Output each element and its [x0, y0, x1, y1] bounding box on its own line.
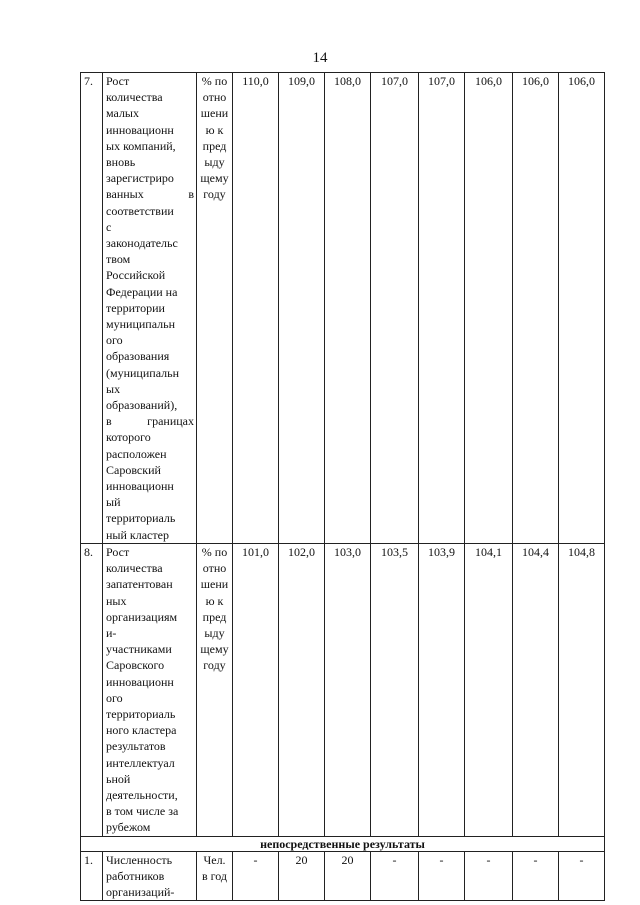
- value-cell: 20: [325, 851, 371, 901]
- cell-line: деятельности,: [106, 787, 178, 802]
- unit-lines: [198, 73, 231, 203]
- unit-line: % по: [201, 544, 228, 559]
- cell-line: образований),: [106, 398, 178, 413]
- cell-line: количества: [106, 561, 163, 576]
- value-cell: 106,0: [559, 73, 605, 544]
- cell-lines: [106, 73, 194, 543]
- cell-line: Российской: [106, 268, 166, 283]
- section-title: непосредственные результаты: [81, 836, 605, 851]
- unit-lines: [198, 852, 231, 884]
- cell-line: территории: [106, 300, 165, 315]
- unit-line: пред: [202, 609, 227, 624]
- value-cell: 101,0: [233, 543, 279, 836]
- cell-line: муниципальн: [106, 317, 176, 332]
- cell-line: в том числе за: [106, 804, 179, 819]
- value-cell: 110,0: [233, 73, 279, 544]
- value-cell: 107,0: [419, 73, 465, 544]
- cell-line: расположен: [106, 446, 167, 461]
- cell-line: ного кластера: [106, 723, 177, 738]
- unit-line: щему: [200, 642, 229, 657]
- unit-line: пред: [202, 138, 227, 153]
- unit-lines: [198, 544, 231, 674]
- cell-line: которого: [106, 430, 151, 445]
- unit-line: шени: [200, 577, 229, 592]
- cell-line: интеллектуал: [106, 755, 175, 770]
- section-row: [81, 836, 605, 851]
- cell-line: ьной: [106, 771, 131, 786]
- unit-line: % по: [201, 74, 228, 88]
- cell-line: [106, 186, 194, 202]
- unit-line: году: [203, 658, 226, 673]
- cell-word: в: [106, 414, 112, 429]
- value-cell: 103,5: [371, 543, 419, 836]
- cell-line: организациям: [106, 609, 178, 624]
- value-cell: -: [419, 851, 465, 901]
- cell-lines: [106, 544, 194, 836]
- cell-line: зарегистриро: [106, 171, 174, 186]
- value-cell: 102,0: [279, 543, 325, 836]
- cell-line: запатентован: [106, 577, 173, 592]
- value-cell: -: [513, 851, 559, 901]
- table-row: [81, 73, 605, 544]
- cell-line: количества: [106, 90, 163, 105]
- value-cell: 106,0: [513, 73, 559, 544]
- unit-line: ю к: [205, 122, 224, 137]
- value-cell: -: [465, 851, 513, 901]
- unit-line: отно: [202, 90, 227, 105]
- cell-line: ых компаний,: [106, 138, 176, 153]
- value-cell: 109,0: [279, 73, 325, 544]
- unit-line: ю к: [205, 593, 224, 608]
- cell-line: результатов: [106, 739, 166, 754]
- value-cell: 104,4: [513, 543, 559, 836]
- value-cell: 107,0: [371, 73, 419, 544]
- row-unit: [197, 543, 233, 836]
- cell-lines: [106, 852, 194, 901]
- cell-line: (муниципальн: [106, 365, 180, 380]
- cell-line: и-: [106, 625, 117, 640]
- cell-line: ных: [106, 593, 127, 608]
- value-cell: -: [371, 851, 419, 901]
- row-number: 1.: [81, 851, 103, 901]
- cell-line: образования: [106, 349, 170, 364]
- cell-line: с: [106, 219, 112, 234]
- cell-word: ванных: [106, 187, 144, 202]
- unit-line: ыду: [204, 155, 225, 170]
- value-cell: 20: [279, 851, 325, 901]
- table-body: [81, 73, 605, 901]
- row-description: [103, 851, 197, 901]
- cell-line: ый: [106, 495, 121, 510]
- cell-line: работников: [106, 868, 165, 883]
- cell-line: вновь: [106, 155, 136, 170]
- indicators-table: [80, 72, 605, 901]
- cell-line: участниками: [106, 642, 172, 657]
- cell-line: малых: [106, 106, 139, 121]
- cell-line: инновационн: [106, 674, 174, 689]
- value-cell: 104,1: [465, 543, 513, 836]
- cell-line: инновационн: [106, 122, 174, 137]
- cell-line: территориаль: [106, 706, 176, 721]
- row-description: [103, 543, 197, 836]
- unit-line: Чел.: [203, 852, 226, 867]
- cell-line: [106, 413, 194, 429]
- cell-line: ого: [106, 333, 123, 348]
- value-cell: 104,8: [559, 543, 605, 836]
- cell-line: соответствии: [106, 203, 174, 218]
- cell-line: организаций-: [106, 884, 175, 899]
- cell-line: рубежом: [106, 820, 151, 835]
- row-number: 8.: [81, 543, 103, 836]
- cell-line: твом: [106, 252, 131, 267]
- cell-line: законодательс: [106, 236, 178, 251]
- unit-line: в год: [201, 868, 228, 883]
- cell-line: территориаль: [106, 511, 176, 526]
- unit-line: отно: [202, 561, 227, 576]
- cell-line: инновационн: [106, 479, 174, 494]
- cell-line: ых: [106, 381, 121, 396]
- value-cell: 103,9: [419, 543, 465, 836]
- cell-line: Рост: [106, 74, 130, 88]
- table-row: [81, 851, 605, 901]
- cell-line: Федерации на: [106, 284, 178, 299]
- page-number: 14: [312, 50, 328, 66]
- unit-line: щему: [200, 171, 229, 186]
- cell-line: Саровского: [106, 658, 165, 673]
- cell-line: ого: [106, 690, 123, 705]
- cell-word: в: [188, 187, 194, 202]
- row-number: 7.: [81, 73, 103, 544]
- cell-line: Численность: [106, 852, 173, 867]
- value-cell: 103,0: [325, 543, 371, 836]
- value-cell: 108,0: [325, 73, 371, 544]
- value-cell: -: [233, 851, 279, 901]
- cell-word: границах: [147, 414, 194, 429]
- unit-line: году: [203, 187, 226, 202]
- unit-line: шени: [200, 106, 229, 121]
- value-cell: -: [559, 851, 605, 901]
- cell-line: Саровский: [106, 462, 161, 477]
- table-row: [81, 543, 605, 836]
- cell-line: ный кластер: [106, 527, 169, 542]
- unit-line: ыду: [204, 625, 225, 640]
- value-cell: 106,0: [465, 73, 513, 544]
- row-unit: [197, 73, 233, 544]
- cell-line: Рост: [106, 544, 130, 559]
- row-unit: [197, 851, 233, 901]
- row-description: [103, 73, 197, 544]
